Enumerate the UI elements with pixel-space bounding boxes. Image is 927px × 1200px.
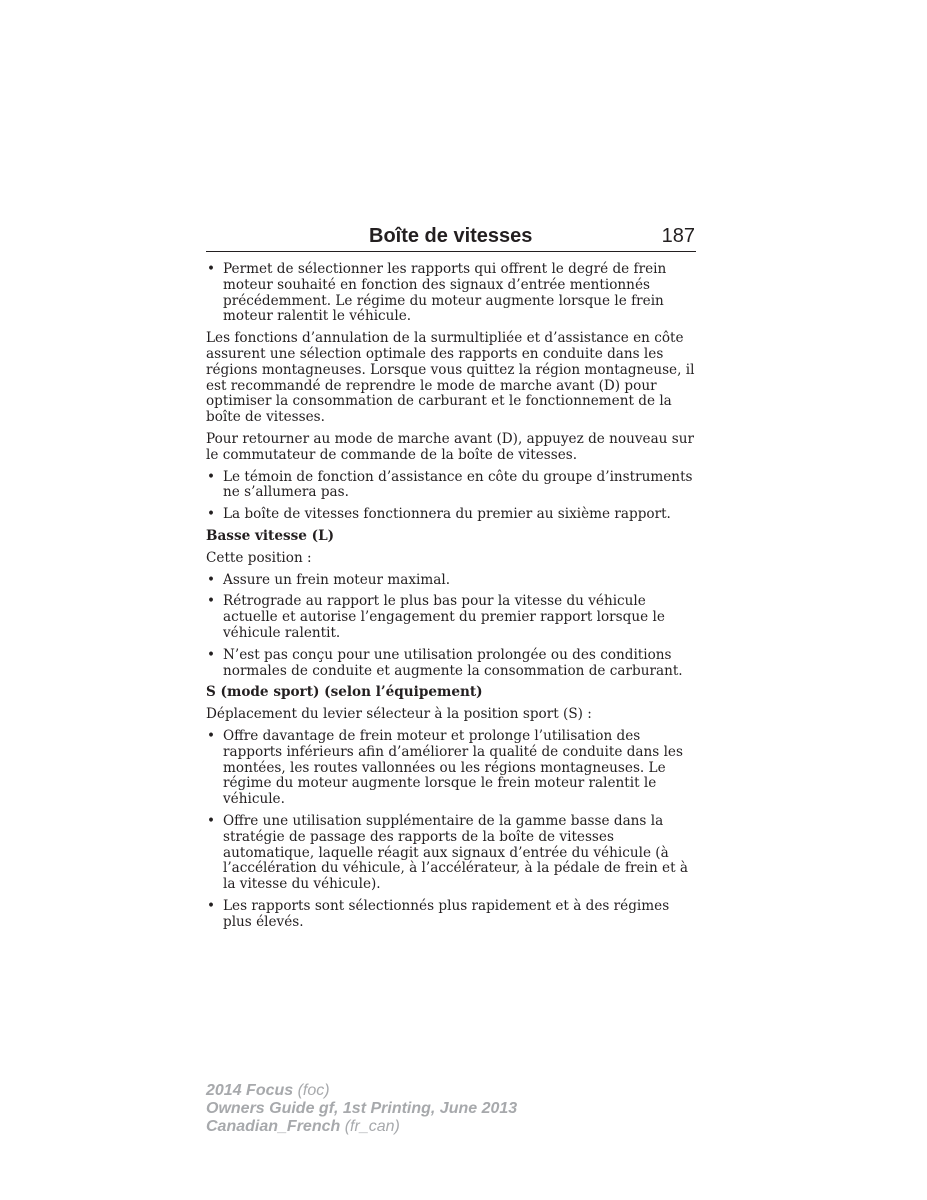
footer-line-1: 2014 Focus (foc)	[206, 1082, 330, 1099]
list-item: • La boîte de vitesses fonctionnera du premier au sixième rapport.	[207, 506, 671, 523]
page-number: 187	[661, 225, 695, 247]
list-item: • Offre davantage de frein moteur et prolonge l’utilisation des rapports inférieurs afin d’améliorer la qualité de conduite dans les montées, les routes vallonnées ou les régions montagneuses. Le régime du moteur augmente lorsque le frein moteur ralentit le véhicule.	[207, 727, 683, 808]
print-footer	[206, 1082, 517, 1136]
bullet-list	[206, 573, 698, 680]
paragraph: Les fonctions d’annulation de la surmultipliée et d’assistance en côte assurent une sélection optimale des rapports en conduite dans les régions montagneuses. Lorsque vous quittez la région montagneuse, il est recommandé de reprendre le mode de marche avant (D) pour optimiser la consommation de carburant et le fonctionnement de la boîte de vitesses.	[206, 330, 695, 426]
bullet-icon: •	[207, 506, 216, 523]
list-item: • Permet de sélectionner les rapports qui offrent le degré de frein moteur souhaité en fonction des signaux d’entrée mentionnés précédemment. Le régime du moteur augmente lorsque le frein moteur ralentit le véhicule.	[207, 261, 667, 325]
list-item: • N’est pas conçu pour une utilisation prolongée ou des conditions normales de conduite et augmente la consommation de carburant.	[207, 646, 683, 679]
bullet-list	[206, 262, 698, 325]
bullet-icon: •	[207, 646, 216, 663]
paragraph: Pour retourner au mode de marche avant (D), appuyez de nouveau sur le commutateur de commande de la boîte de vitesses.	[206, 430, 694, 463]
subheading: S (mode sport) (selon l’équipement)	[206, 684, 483, 701]
bullet-icon: •	[207, 812, 216, 829]
bullet-icon: •	[207, 261, 216, 277]
bullet-icon: •	[207, 571, 216, 588]
bullet-list	[206, 729, 698, 931]
paragraph: Cette position :	[206, 549, 312, 566]
footer-line-2: Owners Guide gf, 1st Printing, June 2013	[206, 1100, 518, 1117]
footer-line-3: Canadian_French (fr_can)	[206, 1118, 400, 1135]
page-header	[206, 224, 696, 252]
list-item: • Rétrograde au rapport le plus bas pour la vitesse du véhicule actuelle et autorise l’engagement du premier rapport lorsque le véhicule ralentit.	[207, 593, 665, 641]
list-item: • Les rapports sont sélectionnés plus rapidement et à des régimes plus élevés.	[207, 897, 670, 930]
bullet-icon: •	[207, 897, 216, 914]
paragraph: Déplacement du levier sélecteur à la position sport (S) :	[206, 706, 592, 723]
section-title: Boîte de vitesses	[369, 225, 533, 247]
bullet-icon: •	[207, 727, 216, 744]
list-item: • Le témoin de fonction d’assistance en côte du groupe d’instruments ne s’allumera pas.	[207, 468, 693, 501]
subheading: Basse vitesse (L)	[206, 527, 335, 544]
body-content	[206, 262, 698, 936]
bullet-icon: •	[207, 468, 216, 485]
bullet-list	[206, 470, 698, 523]
list-item: • Assure un frein moteur maximal.	[207, 571, 451, 588]
list-item: • Offre une utilisation supplémentaire de la gamme basse dans la stratégie de passage des rapports de la boîte de vitesses automatique, laquelle réagit aux signaux d’entrée du véhicule (à l’accélération du véhicule, à l’accélérateur, à la pédale de frein et à la vitesse du véhicule).	[207, 812, 688, 893]
bullet-icon: •	[207, 593, 216, 610]
